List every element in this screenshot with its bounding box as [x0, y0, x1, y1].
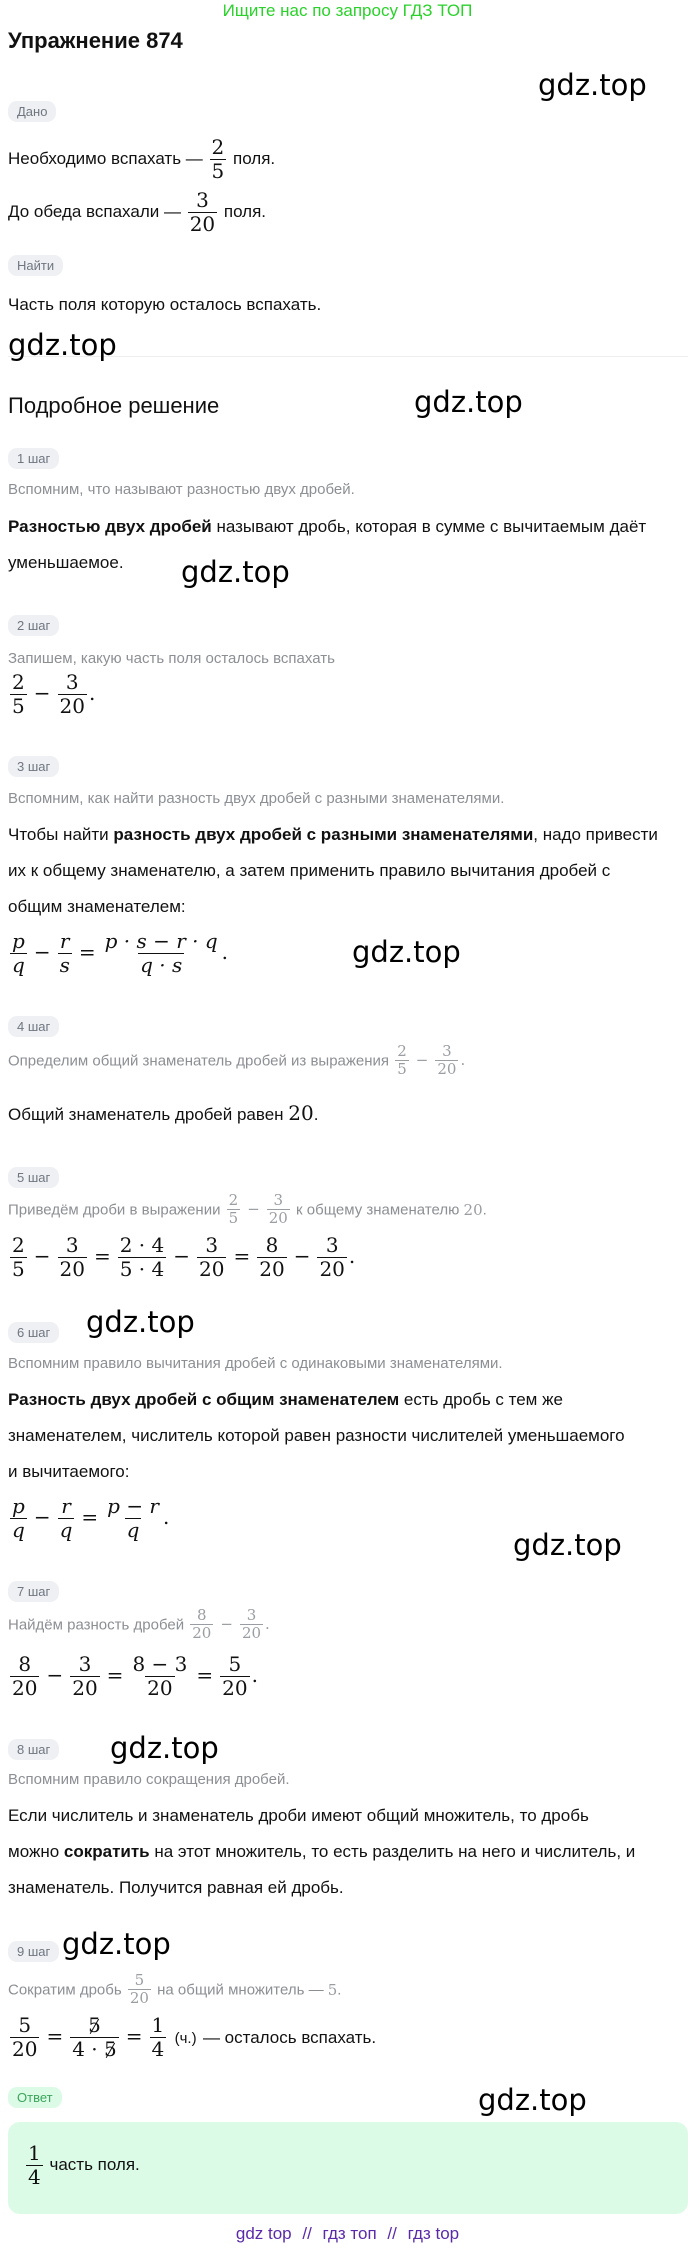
watermark: gdz.top — [110, 1731, 219, 1765]
find-tag: Найти — [8, 255, 63, 276]
step-3-bold: разность двух дробей с разными знаменателями — [113, 825, 534, 844]
step-3-formula: $\frac{p}{q}$ − $\frac{r}{s}$ = $\frac{p \cdot s - r \cdot q}{q \cdot s}$ . — [12, 929, 229, 977]
watermark: gdz.top — [8, 328, 117, 362]
step-3-text-line-3: общим знаменателем: — [8, 897, 186, 916]
step-4-tag: 4 шаг — [8, 1016, 59, 1037]
step-1-bold: Разностью двух дробей — [8, 517, 212, 536]
step-2-tag: 2 шаг — [8, 615, 59, 636]
step-6-text-line-3: и вычитаемого: — [8, 1462, 130, 1481]
step-4-value: 20 — [288, 1101, 314, 1125]
given-line-2-text: До обеда вспахали — — [8, 201, 181, 221]
given-line-1 — [8, 136, 275, 183]
step-6-text: Разность двух дробей с общим знаменателем есть дробь с тем же — [8, 1390, 563, 1409]
step-1-text: Разностью двух дробей называют дробь, которая в сумме с вычитаемым даёт — [8, 517, 647, 536]
step-6-note: Вспомним правило вычитания дробей с одинаковыми знаменателями. — [8, 1355, 503, 1372]
given-fraction-1: $\frac{2}{5}$ — [211, 135, 225, 183]
answer-tag: Ответ — [8, 2087, 62, 2108]
step-8-text-line-2: можно сократить на этот множитель, то есть разделить на него и числитель, и — [8, 1842, 636, 1861]
answer-box — [8, 2122, 688, 2214]
footer-separator: // — [302, 2224, 312, 2243]
step-3-text-line-2: их к общему знаменателю, а затем применить правило вычитания дробей с — [8, 861, 611, 880]
top-banner: Ищите нас по запросу ГДЗ ТОП — [222, 1, 473, 20]
footer-link[interactable]: гдз top — [407, 2224, 460, 2243]
step-4-expression: $\frac{2}{5}$ − $\frac{3}{20}$ . — [397, 1042, 466, 1079]
step-5-formula: $\frac{2}{5}$ − $\frac{3}{20}$ = $\frac{2 \cdot 4}{5 \cdot 4}$ − $\frac{3}{20}$ = $\frac{8}{20}$ − $\frac{3}{20}$ . — [12, 1233, 356, 1281]
step-3-text: Чтобы найти разность двух дробей с разными знаменателями, надо привести — [8, 825, 658, 844]
step-8-tag: 8 шаг — [8, 1739, 59, 1760]
watermark: gdz.top — [62, 1927, 171, 1961]
step-2-note: Запишем, какую часть поля осталось вспахать — [8, 650, 335, 667]
step-8-text: Если числитель и знаменатель дроби имеют общий множитель, то дробь — [8, 1806, 589, 1825]
step-5-note: Приведём дроби в выражении $\frac{2}{5}$ − $\frac{3}{20}$ к общему знаменателю 20. — [8, 1191, 487, 1228]
watermark: gdz.top — [414, 385, 523, 419]
step-6-text-line-2: знаменателем, числитель которой равен разности числителей уменьшаемого — [8, 1426, 625, 1445]
step-9-formula: $\frac{5}{20}$ = $\frac{5}{4 \cdot 5}$ = $\frac{1}{4}$ (ч.) — осталось вспахать. — [12, 2013, 377, 2061]
step-8-note: Вспомним правило сокращения дробей. — [8, 1771, 290, 1788]
step-4-text: Общий знаменатель дробей равен 20. — [8, 1101, 319, 1125]
footer-link[interactable]: gdz top — [235, 2224, 292, 2243]
given-line-2 — [8, 189, 266, 236]
step-6-tag: 6 шаг — [8, 1322, 59, 1343]
given-tag: Дано — [8, 101, 56, 122]
footer-links — [0, 2224, 695, 2244]
step-6-bold: Разность двух дробей с общим знаменателем — [8, 1390, 400, 1409]
step-9-tag: 9 шаг — [8, 1941, 59, 1962]
given-fraction-2: $\frac{3}{20}$ — [189, 188, 216, 236]
step-8-text-line-3: знаменатель. Получится равная ей дробь. — [8, 1878, 344, 1897]
watermark: gdz.top — [538, 68, 647, 102]
step-1-tag: 1 шаг — [8, 448, 59, 469]
step-9-note: Сократим дробь $\frac{5}{20}$ на общий множитель — 5. — [8, 1971, 342, 2008]
step-7-note: Найдём разность дробей $\frac{8}{20}$ − $\frac{3}{20}$ . — [8, 1606, 270, 1643]
footer-separator: // — [387, 2224, 397, 2243]
step-2-formula: $\frac{2}{5}$ − $\frac{3}{20}$ . — [12, 670, 96, 718]
step-7-formula: $\frac{8}{20}$ − $\frac{3}{20}$ = $\frac{8 - 3}{20}$ = $\frac{5}{20}$ . — [12, 1652, 258, 1700]
answer-fraction: $\frac{1}{4}$ — [28, 2141, 41, 2189]
answer-text: $\frac{1}{4}$ часть поля. — [28, 2141, 140, 2189]
step-4-note: Определим общий знаменатель дробей из выражения $\frac{2}{5}$ − $\frac{3}{20}$ . — [8, 1042, 466, 1079]
step-1-text-line-2: уменьшаемое. — [8, 553, 124, 572]
step-9-unit: (ч.) — [174, 2030, 197, 2047]
step-8-bold: сократить — [63, 1842, 150, 1861]
watermark: gdz.top — [478, 2083, 587, 2117]
given-line-1-text: Необходимо вспахать — — [8, 148, 203, 168]
solution-title: Подробное решение — [8, 393, 220, 418]
watermark: gdz.top — [181, 555, 290, 589]
given-line-1-tail: поля. — [233, 148, 276, 168]
given-line-2-tail: поля. — [223, 201, 267, 221]
step-1-note: Вспомним, что называют разностью двух дробей. — [8, 481, 355, 498]
find-text: Часть поля которую осталось вспахать. — [8, 295, 322, 314]
watermark: gdz.top — [86, 1305, 195, 1339]
exercise-title: Упражнение 874 — [8, 28, 183, 53]
step-3-note: Вспомним, как найти разность двух дробей с разными знаменателями. — [8, 790, 505, 807]
step-9-tail: — осталось вспахать. — [202, 2028, 377, 2047]
step-3-tag: 3 шаг — [8, 756, 59, 777]
step-6-formula: $\frac{p}{q}$ − $\frac{r}{q}$ = $\frac{p - r}{q}$ . — [12, 1494, 170, 1542]
step-7-tag: 7 шаг — [8, 1581, 59, 1602]
step-5-tag: 5 шаг — [8, 1167, 59, 1188]
footer-link[interactable]: гдз топ — [322, 2224, 377, 2243]
watermark: gdz.top — [352, 935, 461, 969]
watermark: gdz.top — [513, 1528, 622, 1562]
